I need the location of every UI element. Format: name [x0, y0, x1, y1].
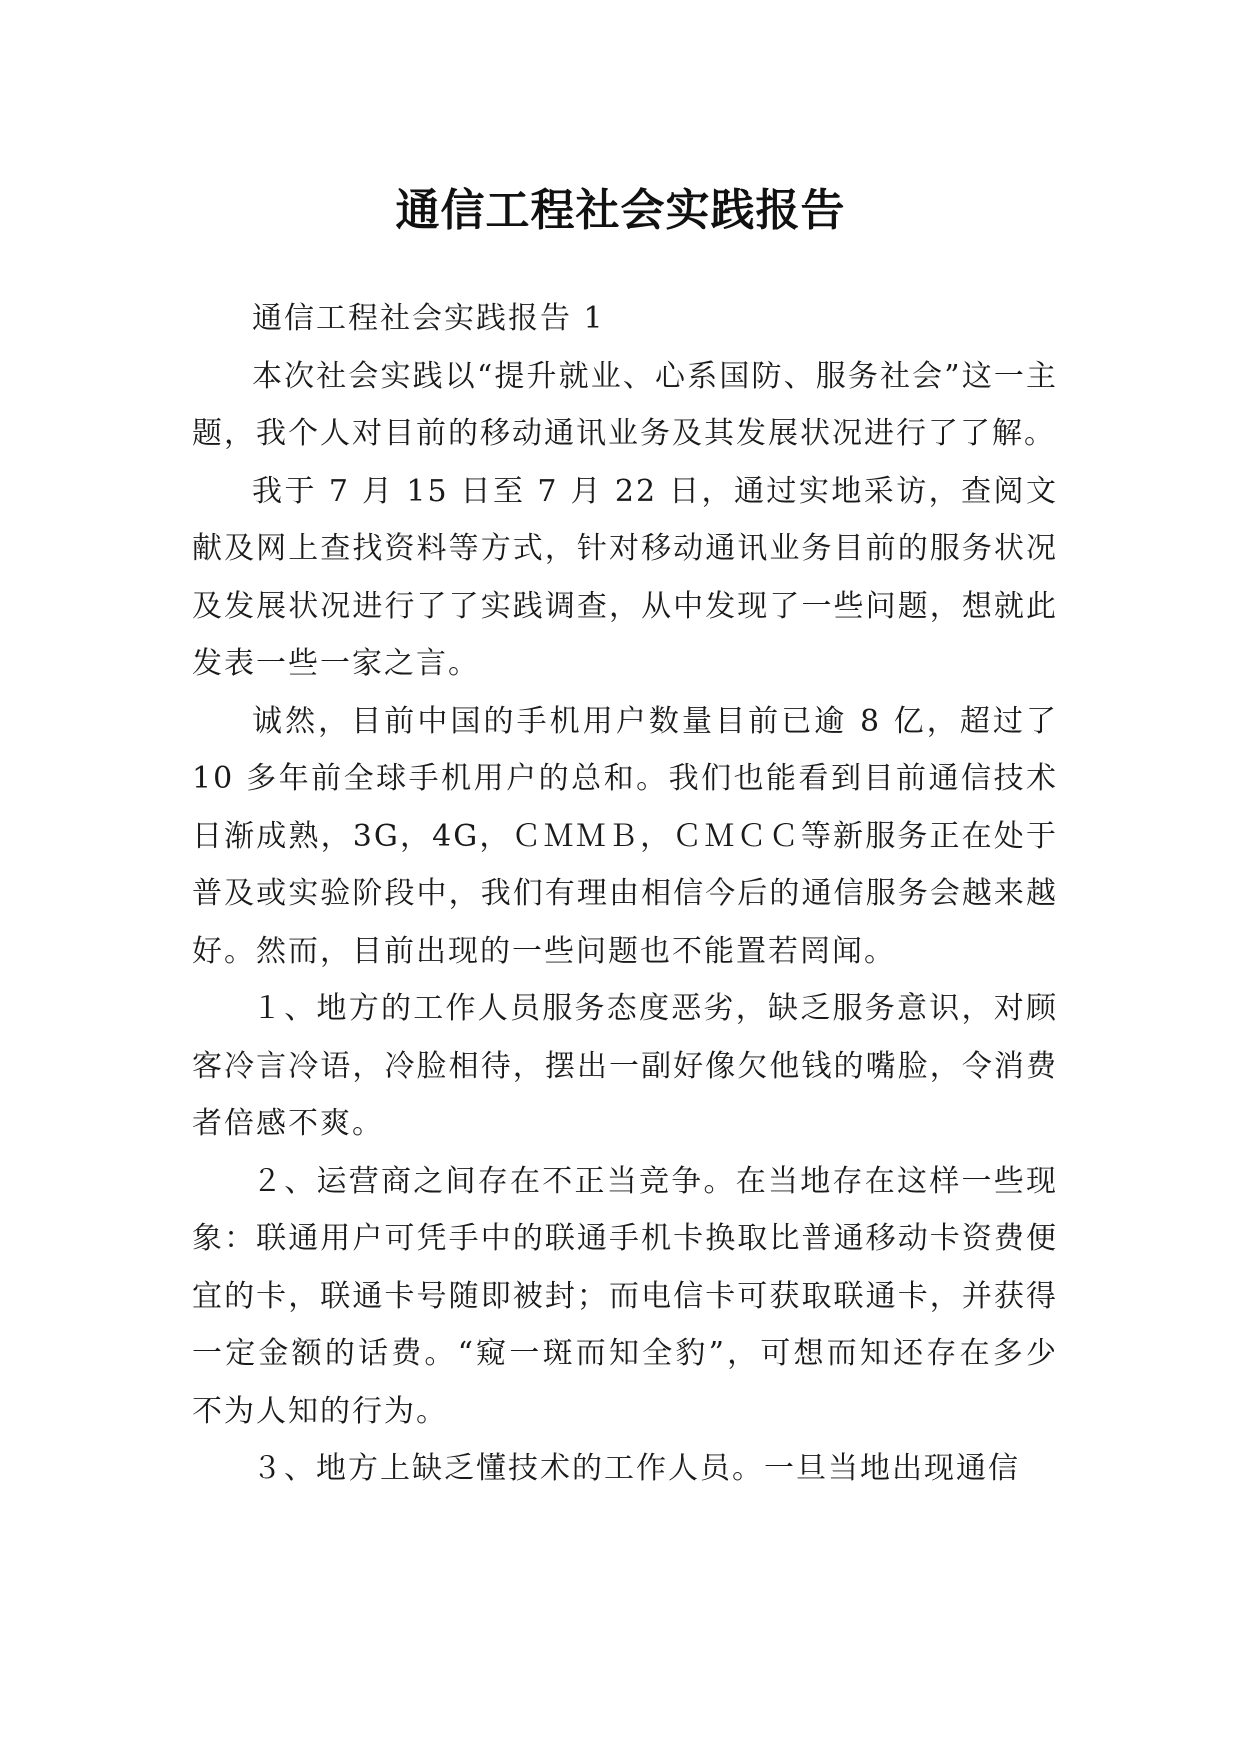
- list-item: １、地方的工作人员服务态度恶劣，缺乏服务意识，对顾客冷言冷语，冷脸相待，摆出一副好像欠他钱的嘴脸，令消费者倍感不爽。: [192, 991, 1058, 1141]
- paragraph: 诚然，目前中国的手机用户数量目前已逾 8 亿，超过了 10 多年前全球手机用户的总和。我们也能看到目前通信技术日渐成熟，3G，4G，ＣＭＭＢ，ＣＭＣＣ等新服务正在处于普及或实验阶段中，我们有理由相信今后的通信服务会越来越好。然而，目前出现的一些问题也不能置若罔闻。: [192, 703, 1058, 969]
- paragraph: 本次社会实践以“提升就业、心系国防、服务社会”这一主题，我个人对目前的移动通讯业务及其发展状况进行了了解。: [192, 358, 1058, 451]
- document-title: 通信工程社会实践报告: [395, 185, 846, 237]
- paragraph: 我于 7 月 15 日至 7 月 22 日，通过实地采访，查阅文献及网上查找资料等方式，针对移动通讯业务目前的服务状况及发展状况进行了了实践调查，从中发现了一些问题，想就此发表一些一家之言。: [192, 473, 1058, 681]
- list-item: ３、地方上缺乏懂技术的工作人员。一旦当地出现通信: [252, 1451, 1020, 1486]
- section-heading: 通信工程社会实践报告 1: [252, 301, 605, 336]
- list-item: ２、运营商之间存在不正当竞争。在当地存在这样一些现象：联通用户可凭手中的联通手机卡换取比普通移动卡资费便宜的卡，联通卡号随即被封；而电信卡可获取联通卡，并获得一定金额的话费。“窥一斑而知全豹”，可想而知还存在多少不为人知的行为。: [192, 1163, 1058, 1429]
- document-body: [192, 290, 1058, 1498]
